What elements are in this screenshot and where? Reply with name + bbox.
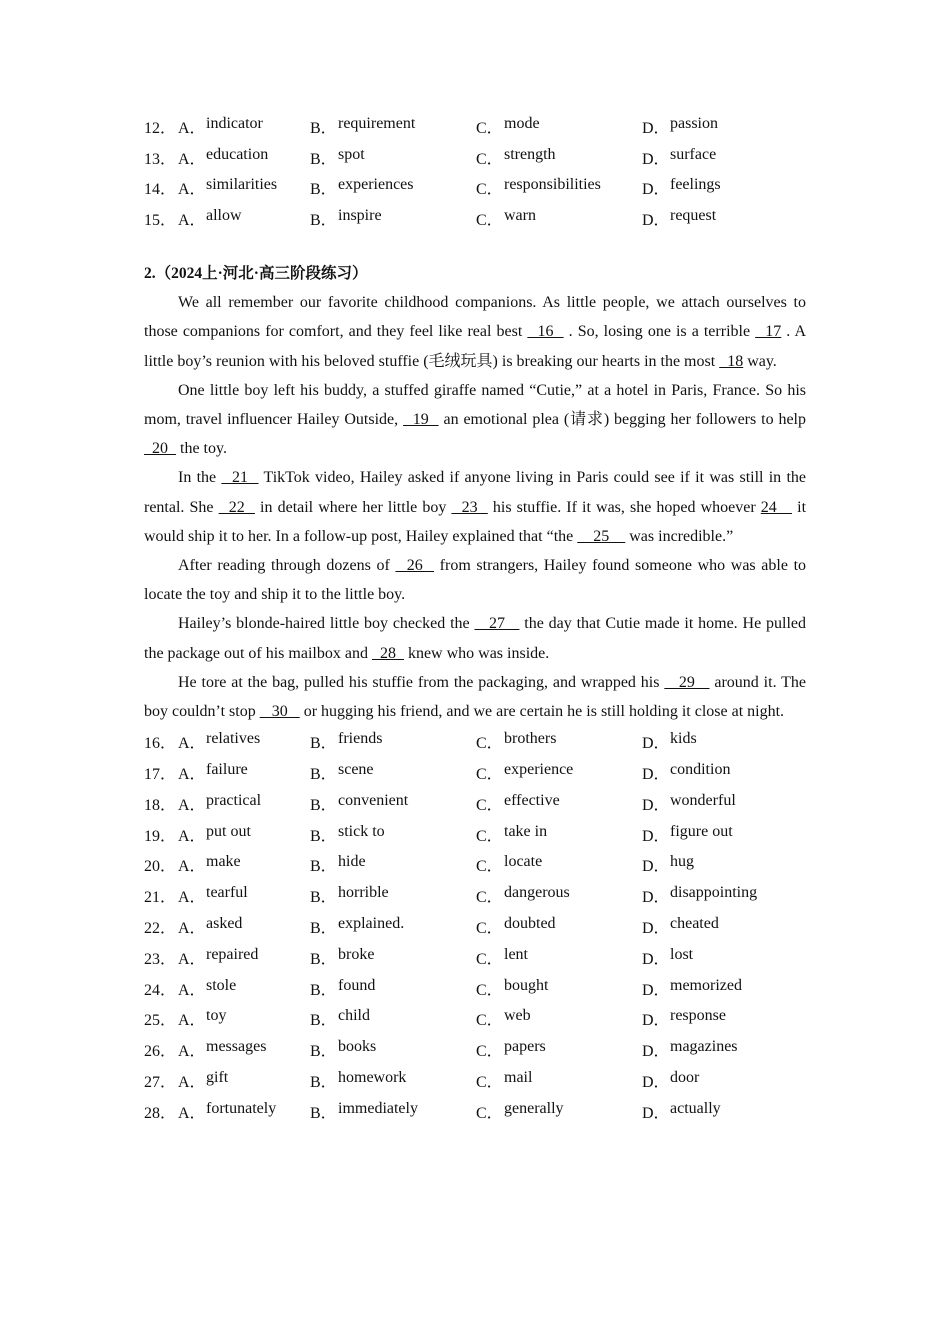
option-letter: B． [310,950,337,968]
option-text: asked [206,914,243,932]
option-text: education [206,145,269,163]
option-c [476,176,642,199]
option-text: make [206,853,241,871]
option-a [178,853,310,876]
option-d [642,730,806,753]
option-text: spot [338,145,365,163]
option-letter: A． [178,1012,206,1030]
option-letter: A． [178,1104,206,1122]
option-d [642,761,806,784]
blank-28: 28 [371,644,404,662]
option-letter: C． [476,1043,503,1061]
option-text: request [670,207,717,225]
option-text: brothers [504,730,557,748]
option-b [310,1007,476,1030]
option-b [310,1038,476,1061]
option-text: stick to [338,822,385,840]
question-number: 19． [144,827,177,845]
page-content [144,111,806,1127]
question-row [144,173,806,204]
question-number: 18． [144,796,177,814]
question-number: 25． [144,1012,177,1030]
option-letter: C． [476,858,503,876]
question-number: 21． [144,889,177,907]
option-d [642,1069,806,1092]
option-letter: D． [642,950,670,968]
blank-16: 16 [527,323,564,341]
option-d [642,823,806,846]
blank-25: 25 [577,527,626,545]
blank-27: 27 [474,615,520,633]
option-text: actually [670,1099,721,1117]
question-list-top [144,111,806,234]
option-a [178,176,310,199]
option-text: books [338,1038,377,1056]
option-text: take in [504,822,548,840]
option-letter: B． [310,735,337,753]
question-number: 23． [144,950,177,968]
option-letter: A． [178,765,206,783]
option-text: stole [206,976,237,994]
option-letter: C． [476,181,503,199]
option-c [476,977,642,1000]
paragraph-5: Hailey’s blonde-haired little boy checked the 27 the day that Cutie made it home. He pulled the package out of his mailbox and 28 knew who was inside. [144,615,806,662]
option-letter: C． [476,212,503,230]
option-letter: C． [476,796,503,814]
option-letter: A． [178,919,206,937]
option-letter: A． [178,735,206,753]
question-row [144,757,806,788]
option-a [178,207,310,230]
option-text: warn [504,207,536,225]
question-row [144,726,806,757]
option-text: indicator [206,114,263,132]
option-letter: D． [642,981,670,999]
option-letter: D． [642,181,670,199]
passage [144,288,806,726]
option-letter: A． [178,889,206,907]
question-row [144,849,806,880]
option-text: response [670,1007,726,1025]
option-b [310,146,476,169]
paragraph-1: We all remember our favorite childhood companions. As little people, we attach ourselves to those companions for comfort, and they feel like real best 16 . So, losing one is a terrible 17 . A little boy’s reunion with his beloved stuffie (毛绒玩具) is breaking our hearts in the most 18 way. [144,294,807,370]
option-letter: C． [476,919,503,937]
option-text: requirement [338,114,416,132]
option-text: lent [504,945,528,963]
option-b [310,176,476,199]
option-c [476,946,642,969]
option-text: kids [670,730,697,748]
option-text: fortunately [206,1099,277,1117]
option-letter: A． [178,827,206,845]
option-text: found [338,976,376,994]
option-b [310,115,476,138]
option-letter: A． [178,1073,206,1091]
option-b [310,730,476,753]
option-a [178,115,310,138]
option-text: memorized [670,976,742,994]
option-text: explained. [338,914,405,932]
option-letter: C． [476,735,503,753]
option-d [642,176,806,199]
option-text: bought [504,976,549,994]
option-b [310,1100,476,1123]
blank-20: 20 [144,440,176,458]
option-letter: A． [178,981,206,999]
option-letter: D． [642,796,670,814]
paragraph-2: One little boy left his buddy, a stuffed giraffe named “Cutie,” at a hotel in Paris, France. So his mom, travel influencer Hailey Outside, 19 an emotional plea (请求) begging her followers to help 20 the toy. [144,381,807,458]
question-number: 13． [144,150,177,168]
option-d [642,884,806,907]
blank-23: 23 [451,498,488,516]
option-d [642,915,806,938]
option-letter: A． [178,1043,206,1061]
blank-18: 18 [719,352,744,370]
option-letter: B． [310,796,337,814]
option-a [178,884,310,907]
option-a [178,792,310,815]
blank-17: 17 [755,323,782,341]
question-number: 16． [144,735,177,753]
option-b [310,853,476,876]
option-text: homework [338,1068,407,1086]
paragraph-4: After reading through dozens of 26 from strangers, Hailey found someone who was able to locate the toy and ship it to the little boy. [144,557,807,604]
option-letter: D． [642,919,670,937]
question-row [144,203,806,234]
question-number: 20． [144,858,177,876]
option-text: generally [504,1099,564,1117]
option-text: tearful [206,884,248,902]
option-c [476,915,642,938]
option-c [476,1038,642,1061]
option-text: hug [670,853,694,871]
option-letter: D． [642,858,670,876]
option-text: relatives [206,730,261,748]
option-letter: D． [642,827,670,845]
option-text: doubted [504,914,556,932]
option-b [310,761,476,784]
question-number: 22． [144,919,177,937]
option-letter: C． [476,827,503,845]
option-text: lost [670,945,694,963]
paragraph-6: He tore at the bag, pulled his stuffie from the packaging, and wrapped his 29 around it. The boy couldn’t stop 30 or hugging his friend, and we are certain he is still holding it close at night. [144,673,807,721]
option-c [476,207,642,230]
option-letter: C． [476,889,503,907]
question-row [144,142,806,173]
option-letter: D． [642,1043,670,1061]
question-number: 14． [144,181,177,199]
question-number: 26． [144,1043,177,1061]
option-letter: D． [642,212,670,230]
option-letter: A． [178,181,206,199]
option-letter: B． [310,919,337,937]
question-row [144,819,806,850]
option-b [310,792,476,815]
option-text: dangerous [504,884,570,902]
option-text: locate [504,853,543,871]
option-text: surface [670,145,717,163]
option-a [178,823,310,846]
question-row [144,1096,806,1127]
blank-22: 22 [218,498,255,516]
option-c [476,792,642,815]
option-a [178,761,310,784]
option-a [178,1069,310,1092]
option-text: effective [504,791,560,809]
option-d [642,1038,806,1061]
option-text: inspire [338,207,382,225]
option-letter: C． [476,119,503,137]
option-text: hide [338,853,366,871]
option-a [178,977,310,1000]
option-text: broke [338,945,375,963]
option-letter: C． [476,765,503,783]
option-text: disappointing [670,884,758,902]
question-row [144,911,806,942]
option-letter: D． [642,1104,670,1122]
question-number: 15． [144,212,177,230]
option-letter: C． [476,1012,503,1030]
option-d [642,146,806,169]
option-letter: B． [310,981,337,999]
option-letter: C． [476,981,503,999]
option-text: experience [504,760,574,778]
option-text: repaired [206,945,259,963]
option-text: put out [206,822,251,840]
blank-26: 26 [395,557,435,575]
option-d [642,1007,806,1030]
option-text: child [338,1007,370,1025]
option-text: toy [206,1007,227,1025]
option-text: feelings [670,176,721,194]
option-text: friends [338,730,383,748]
option-letter: A． [178,858,206,876]
question-row [144,1034,806,1065]
option-letter: B． [310,827,337,845]
option-c [476,853,642,876]
blank-30: 30 [259,703,300,721]
question-row [144,788,806,819]
blank-19: 19 [403,411,439,428]
option-text: passion [670,114,718,132]
option-d [642,946,806,969]
option-letter: B． [310,765,337,783]
option-text: cheated [670,914,719,932]
question-row [144,880,806,911]
question-row [144,973,806,1004]
option-b [310,915,476,938]
option-text: practical [206,791,262,809]
option-letter: D． [642,119,670,137]
option-text: magazines [670,1038,738,1056]
option-text: horrible [338,884,389,902]
option-letter: A． [178,119,206,137]
option-a [178,1038,310,1061]
option-c [476,115,642,138]
question-row [144,111,806,142]
option-text: door [670,1068,700,1086]
option-letter: B． [310,150,337,168]
option-d [642,207,806,230]
option-d [642,792,806,815]
question-row [144,1003,806,1034]
option-c [476,1069,642,1092]
question-list-bottom [144,726,806,1126]
option-letter: A． [178,950,206,968]
option-text: convenient [338,791,409,809]
option-b [310,946,476,969]
option-letter: A． [178,212,206,230]
option-letter: A． [178,796,206,814]
option-letter: C． [476,1104,503,1122]
option-c [476,1100,642,1123]
option-c [476,1007,642,1030]
question-number: 27． [144,1073,177,1091]
option-letter: B． [310,858,337,876]
option-letter: B． [310,1073,337,1091]
option-letter: B． [310,1043,337,1061]
option-text: strength [504,145,556,163]
option-c [476,823,642,846]
option-text: mail [504,1068,533,1086]
blank-29: 29 [664,673,710,691]
question-number: 28． [144,1104,177,1122]
option-text: gift [206,1068,229,1086]
option-a [178,915,310,938]
section-title: 2.（2024上·河北·高三阶段练习） [144,265,368,283]
option-letter: D． [642,1073,670,1091]
option-text: messages [206,1038,267,1056]
option-text: figure out [670,822,733,840]
option-b [310,884,476,907]
option-letter: A． [178,150,206,168]
option-text: wonderful [670,791,736,809]
option-text: papers [504,1038,546,1056]
option-c [476,884,642,907]
blank-24: 24 [760,498,793,516]
option-text: condition [670,760,731,778]
option-letter: B． [310,1104,337,1122]
option-letter: B． [310,1012,337,1030]
question-row [144,942,806,973]
question-row [144,1065,806,1096]
option-a [178,1100,310,1123]
option-a [178,146,310,169]
option-letter: D． [642,765,670,783]
option-text: experiences [338,176,414,194]
option-letter: D． [642,735,670,753]
option-letter: B． [310,889,337,907]
option-d [642,977,806,1000]
option-letter: C． [476,150,503,168]
option-c [476,730,642,753]
option-letter: D． [642,150,670,168]
option-a [178,1007,310,1030]
option-d [642,853,806,876]
question-number: 17． [144,765,177,783]
option-letter: C． [476,950,503,968]
option-text: web [504,1007,531,1025]
option-c [476,761,642,784]
option-text: scene [338,760,374,778]
option-text: similarities [206,176,278,194]
question-number: 24． [144,981,177,999]
option-a [178,946,310,969]
option-letter: D． [642,889,670,907]
blank-21: 21 [221,469,259,487]
option-b [310,1069,476,1092]
option-text: failure [206,760,248,778]
option-letter: B． [310,181,337,199]
option-b [310,823,476,846]
option-b [310,977,476,1000]
option-letter: B． [310,119,337,137]
option-c [476,146,642,169]
option-text: mode [504,114,540,132]
option-d [642,1100,806,1123]
option-b [310,207,476,230]
question-number: 12． [144,119,177,137]
option-text: immediately [338,1099,418,1117]
option-a [178,730,310,753]
option-letter: C． [476,1073,503,1091]
option-letter: B． [310,212,337,230]
option-letter: D． [642,1012,670,1030]
paragraph-3: In the 21 TikTok video, Hailey asked if anyone living in Paris could see if it was still in the rental. She 22 in detail where her little boy 23 his stuffie. If it was, she hoped whoever 24 it would ship it to her. In a follow-up post, Hailey explained that “the 25 was incredible.” [144,469,807,545]
option-text: allow [206,207,242,225]
option-d [642,115,806,138]
option-text: responsibilities [504,176,601,194]
